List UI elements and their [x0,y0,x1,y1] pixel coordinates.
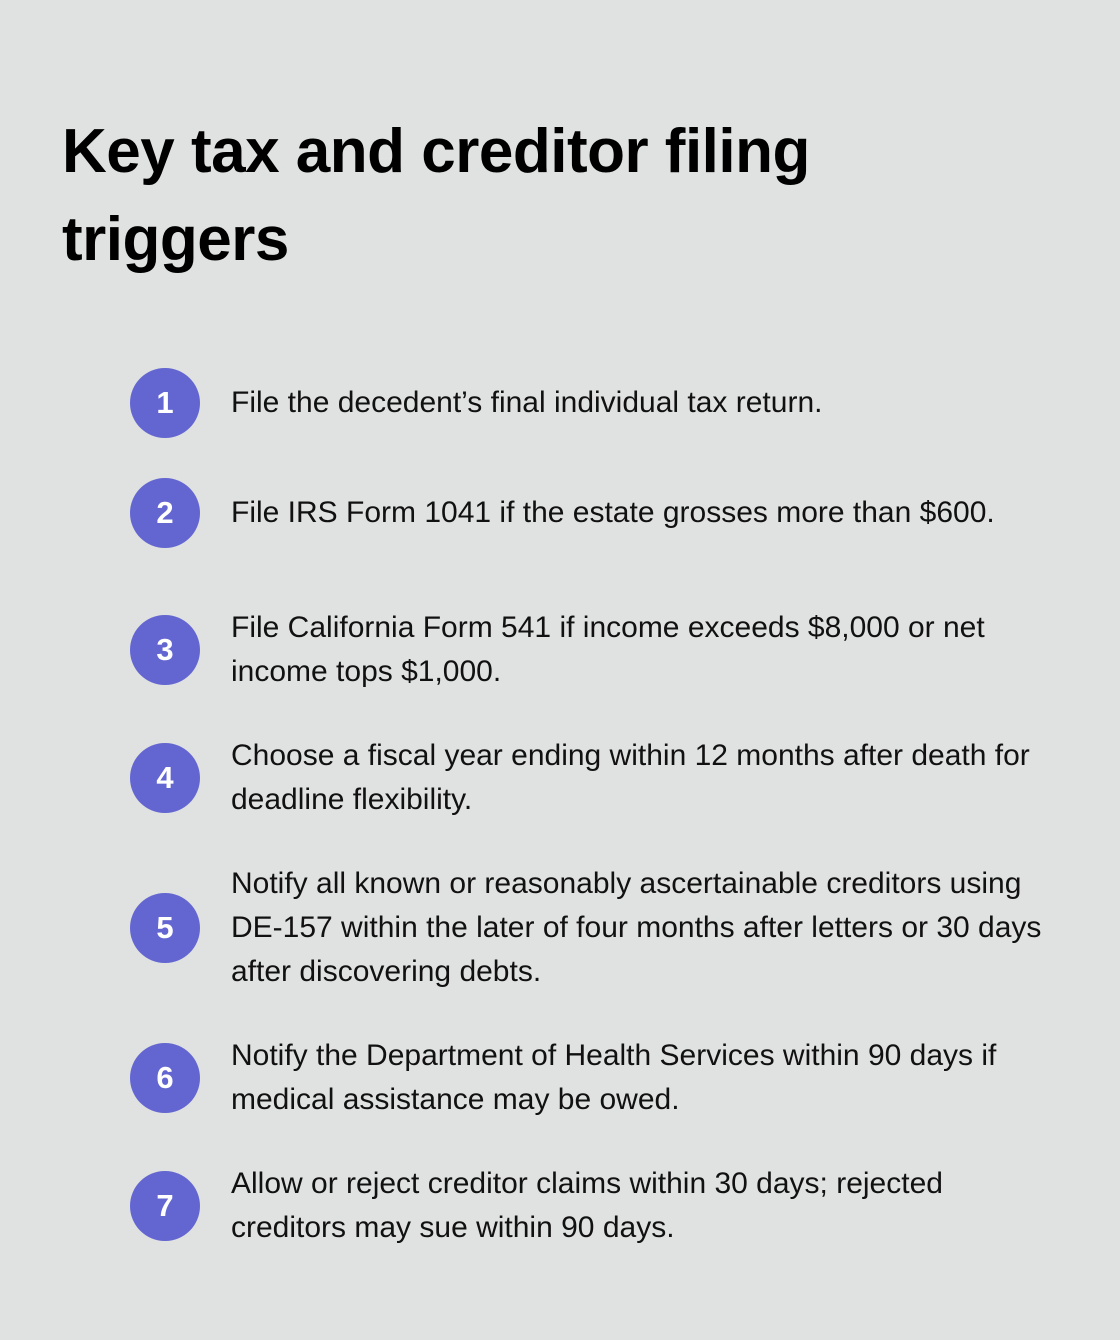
item-text: Notify the Department of Health Services within 90 days if medical assistance may be owed. [231,1039,997,1116]
item-text: File California Form 541 if income exceeds $8,000 or net income tops $1,000. [231,611,985,688]
step-number-badge: 1 [130,368,200,438]
list-item [130,1034,1050,1122]
step-number-badge: 3 [130,615,200,685]
item-text: File the decedent’s final individual tax return. [231,386,823,419]
page-title: Key tax and creditor filing triggers [62,117,810,274]
step-number-badge: 4 [130,743,200,813]
list-item [130,734,1050,822]
list-item [130,606,1050,694]
item-text: File IRS Form 1041 if the estate grosses more than $600. [231,496,995,529]
item-text: Notify all known or reasonably ascertainable creditors using DE-157 within the later of four months after letters or 30 days after discovering debts. [231,867,1042,988]
item-text: Choose a fiscal year ending within 12 months after death for deadline flexibility. [231,739,1030,816]
item-text: Allow or reject creditor claims within 30 days; rejected creditors may sue within 90 days. [231,1167,943,1244]
step-number-badge: 7 [130,1171,200,1241]
list-item [130,862,1050,994]
list-item [130,478,1050,548]
step-number-badge: 6 [130,1043,200,1113]
step-number-badge: 2 [130,478,200,548]
list-item [130,1162,1050,1250]
list-item [130,368,1050,438]
step-number-badge: 5 [130,893,200,963]
